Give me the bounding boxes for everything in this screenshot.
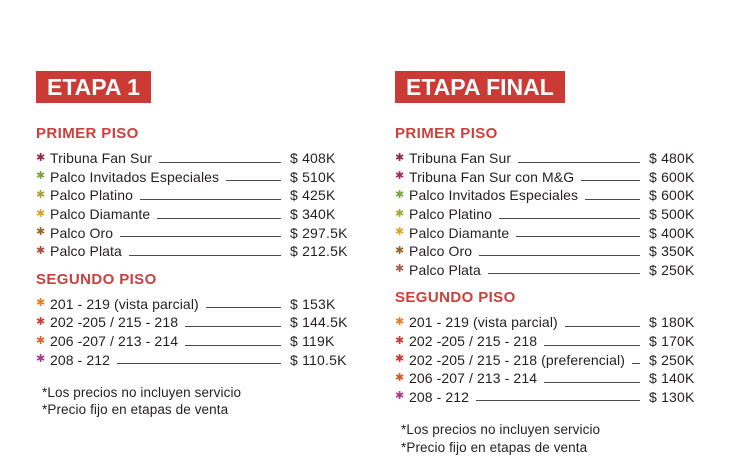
asterisk-icon: ✱ (36, 151, 46, 164)
row-label: Palco Platino (50, 187, 134, 204)
row-price: $ 212.5K (290, 243, 348, 260)
leader-line (632, 363, 640, 364)
price-row (395, 369, 713, 388)
footnote-line: *Precio fijo en etapas de venta (401, 439, 588, 455)
price-row (395, 242, 713, 261)
leader-line (516, 236, 640, 237)
row-label: 206 -207 / 213 - 214 (409, 370, 538, 387)
row-price: $ 480K (649, 150, 695, 167)
row-price: $ 250K (649, 351, 695, 368)
row-label: Palco Invitados Especiales (50, 168, 220, 185)
row-label: 202 -205 / 215 - 218 (50, 314, 179, 331)
stage-banner: ETAPA 1 (36, 71, 151, 103)
footnote-line: *Los precios no incluyen servicio (42, 384, 242, 400)
floor-rows (395, 149, 713, 279)
asterisk-icon: ✱ (36, 244, 46, 257)
row-label: Palco Diamante (50, 206, 151, 223)
floor-section (36, 271, 354, 369)
stage-sections (36, 125, 354, 369)
row-price: $ 140K (649, 370, 695, 387)
row-price: $ 510K (290, 168, 336, 185)
price-row (36, 332, 354, 351)
row-label: Palco Plata (50, 243, 122, 260)
price-row (395, 149, 713, 168)
leader-line (117, 363, 281, 364)
row-label: Palco Oro (50, 224, 114, 241)
price-row (36, 223, 354, 242)
floor-section (395, 125, 713, 279)
stage-column (36, 71, 354, 419)
footnotes (401, 421, 713, 456)
row-label: 208 - 212 (409, 388, 470, 405)
row-price: $ 250K (649, 261, 695, 278)
row-label: Palco Plata (409, 261, 481, 278)
leader-line (544, 345, 640, 346)
asterisk-icon: ✱ (395, 334, 405, 347)
row-price: $ 340K (290, 206, 336, 223)
row-label: 202 -205 / 215 - 218 (preferencial) (409, 351, 625, 368)
leader-line (488, 273, 640, 274)
row-price: $ 400K (649, 224, 695, 241)
footnotes (42, 384, 354, 419)
row-label: 208 - 212 (50, 351, 111, 368)
price-row (36, 350, 354, 369)
leader-line (226, 180, 281, 181)
price-row (395, 186, 713, 205)
asterisk-icon: ✱ (395, 315, 405, 328)
asterisk-icon: ✱ (395, 207, 405, 220)
stage-column (395, 71, 713, 456)
asterisk-icon: ✱ (395, 244, 405, 257)
row-label: 202 -205 / 215 - 218 (409, 333, 538, 350)
row-price: $ 110.5K (290, 351, 347, 368)
row-label: 201 - 219 (vista parcial) (409, 314, 558, 331)
leader-line (585, 199, 640, 200)
row-label: Tribuna Fan Sur (50, 150, 153, 167)
asterisk-icon: ✱ (395, 390, 405, 403)
floor-heading: PRIMER PISO (395, 125, 498, 142)
price-row (395, 313, 713, 332)
row-price: $ 153K (290, 295, 336, 312)
leader-line (159, 162, 281, 163)
leader-line (120, 236, 281, 237)
asterisk-icon: ✱ (36, 297, 46, 310)
row-label: Palco Oro (409, 243, 473, 260)
row-label: Palco Invitados Especiales (409, 187, 579, 204)
price-row (36, 242, 354, 261)
row-price: $ 144.5K (290, 314, 348, 331)
price-row (36, 149, 354, 168)
price-row (36, 186, 354, 205)
row-price: $ 130K (649, 388, 695, 405)
leader-line (544, 382, 640, 383)
price-row (395, 332, 713, 351)
row-price: $ 180K (649, 314, 695, 331)
floor-rows (395, 313, 713, 406)
price-row (395, 205, 713, 224)
row-price: $ 500K (649, 206, 695, 223)
asterisk-icon: ✱ (395, 226, 405, 239)
leader-line (499, 218, 640, 219)
price-row (36, 168, 354, 187)
leader-line (129, 255, 281, 256)
leader-line (185, 345, 281, 346)
row-price: $ 350K (649, 243, 695, 260)
row-price: $ 170K (649, 333, 695, 350)
floor-section (395, 289, 713, 406)
stage-banner: ETAPA FINAL (395, 71, 565, 103)
asterisk-icon: ✱ (36, 207, 46, 220)
leader-line (565, 326, 640, 327)
row-price: $ 600K (649, 168, 695, 185)
price-row (395, 350, 713, 369)
stage-sections (395, 125, 713, 406)
row-price: $ 119K (290, 333, 335, 350)
asterisk-icon: ✱ (395, 151, 405, 164)
floor-heading: PRIMER PISO (36, 125, 139, 142)
price-row (395, 261, 713, 280)
price-row (395, 168, 713, 187)
leader-line (206, 307, 281, 308)
asterisk-icon: ✱ (36, 170, 46, 183)
row-price: $ 297.5K (290, 224, 348, 241)
leader-line (518, 162, 640, 163)
floor-heading: SEGUNDO PISO (36, 270, 157, 288)
asterisk-icon: ✱ (36, 188, 46, 201)
asterisk-icon: ✱ (395, 170, 405, 183)
asterisk-icon: ✱ (36, 226, 46, 239)
row-price: $ 600K (649, 187, 695, 204)
row-label: 201 - 219 (vista parcial) (50, 295, 199, 312)
leader-line (140, 199, 281, 200)
asterisk-icon: ✱ (395, 353, 405, 366)
asterisk-icon: ✱ (36, 315, 46, 328)
asterisk-icon: ✱ (395, 188, 405, 201)
row-label: Palco Diamante (409, 224, 510, 241)
leader-line (476, 400, 640, 401)
price-row (395, 223, 713, 242)
footnote-line: *Los precios no incluyen servicio (401, 422, 601, 438)
row-price: $ 425K (290, 187, 336, 204)
row-label: Tribuna Fan Sur con M&G (409, 168, 575, 185)
floor-rows (36, 295, 354, 369)
price-row (36, 205, 354, 224)
leader-line (157, 218, 281, 219)
floor-section (36, 125, 354, 261)
leader-line (581, 180, 640, 181)
leader-line (479, 255, 640, 256)
footnote-line: *Precio fijo en etapas de venta (42, 402, 229, 418)
asterisk-icon: ✱ (395, 371, 405, 384)
leader-line (185, 326, 281, 327)
asterisk-icon: ✱ (36, 353, 46, 366)
asterisk-icon: ✱ (36, 334, 46, 347)
row-label: Tribuna Fan Sur (409, 150, 512, 167)
row-label: Palco Platino (409, 206, 493, 223)
row-price: $ 408K (290, 150, 336, 167)
price-row (36, 313, 354, 332)
row-label: 206 -207 / 213 - 214 (50, 333, 179, 350)
floor-heading: SEGUNDO PISO (395, 289, 516, 307)
price-row (395, 388, 713, 407)
price-row (36, 295, 354, 314)
asterisk-icon: ✱ (395, 263, 405, 276)
floor-rows (36, 149, 354, 261)
